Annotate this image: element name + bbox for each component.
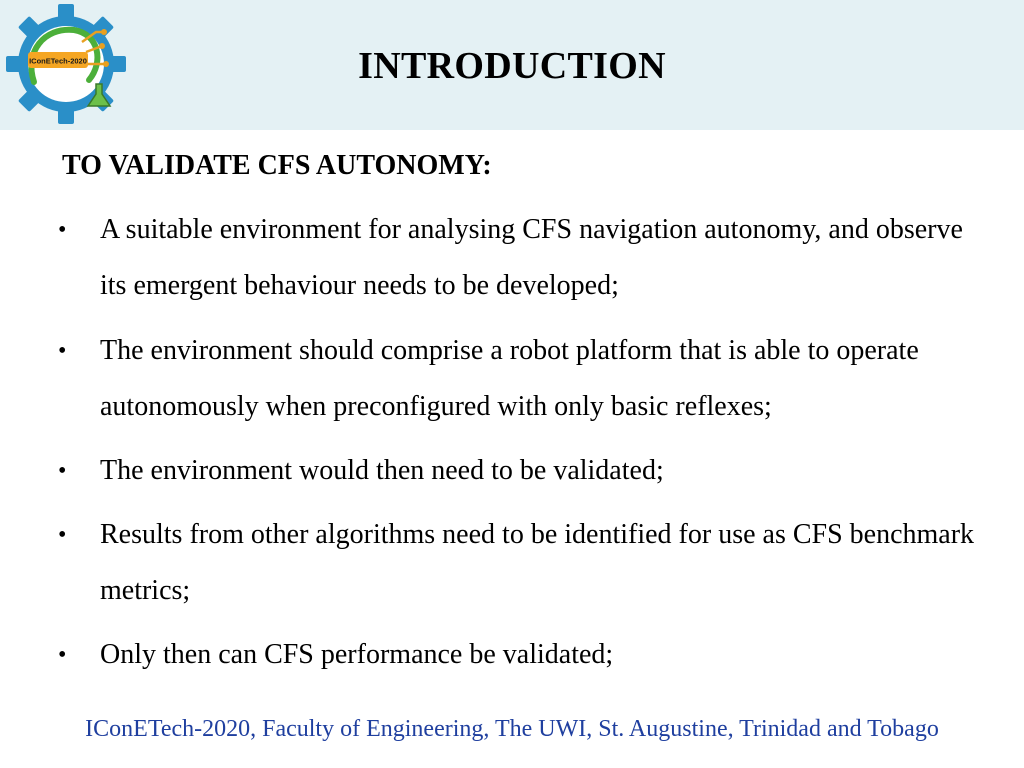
list-item	[58, 507, 980, 619]
list-item	[58, 202, 980, 314]
list-item	[58, 627, 980, 683]
bullet-icon: •	[58, 338, 67, 364]
bullet-text: The environment would then need to be validated;	[100, 455, 664, 486]
bullet-icon: •	[58, 642, 67, 668]
logo-text: IConETech-2020	[29, 56, 87, 66]
section-subheading: TO VALIDATE CFS AUTONOMY:	[62, 150, 492, 181]
bullet-icon: •	[58, 217, 67, 243]
bullet-text: A suitable environment for analysing CFS navigation autonomy, and observe its emergent behaviour needs to be developed;	[100, 214, 963, 301]
bullet-text: The environment should comprise a robot platform that is able to operate autonomously when preconfigured with only basic reflexes;	[100, 335, 919, 422]
page-title: INTRODUCTION	[358, 45, 666, 87]
list-item	[58, 323, 980, 435]
footer-text: IConETech-2020, Faculty of Engineering, The UWI, St. Augustine, Trinidad and Tobago	[85, 716, 939, 742]
bullet-icon: •	[58, 458, 67, 484]
bullet-icon: •	[58, 522, 67, 548]
list-item	[58, 443, 980, 499]
bullet-text: Results from other algorithms need to be identified for use as CFS benchmark metrics;	[100, 519, 975, 606]
bullet-text: Only then can CFS performance be validated;	[100, 639, 614, 670]
